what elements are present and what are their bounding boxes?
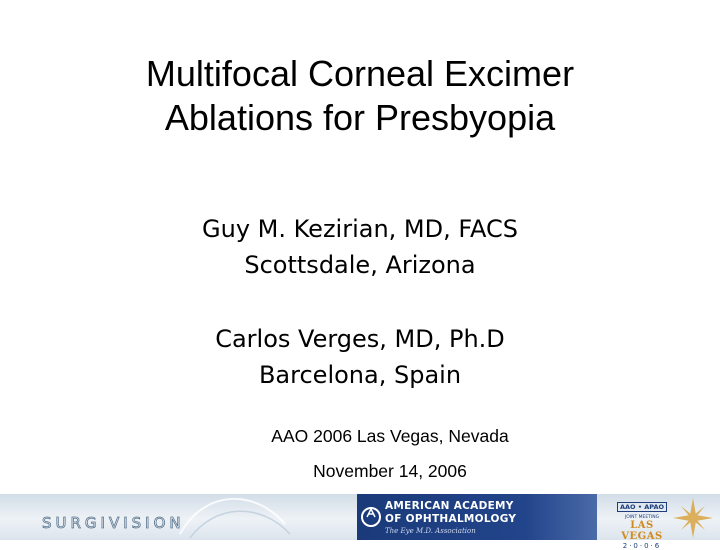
swirl-decoration-icon [175, 494, 295, 540]
las-vegas-meeting-logo [612, 496, 672, 550]
author-block-2 [60, 321, 660, 393]
meeting-badge: AAO • APAO [617, 502, 667, 512]
author-name: Carlos Verges, MD, Ph.D [215, 325, 505, 353]
author-name: Guy M. Kezirian, MD, FACS [202, 215, 518, 243]
footer-banner [0, 494, 720, 550]
eye-emblem-icon [361, 500, 381, 534]
title-line-1: Multifocal Corneal Excimer [145, 53, 575, 94]
conference-date: November 14, 2006 [313, 461, 467, 481]
author-location: Scottsdale, Arizona [244, 251, 476, 279]
author-block-1 [60, 211, 660, 283]
aao-name-line-1: AMERICAN ACADEMY [385, 500, 514, 512]
author-location: Barcelona, Spain [258, 361, 462, 389]
title-line-2: Ablations for Presbyopia [164, 97, 556, 138]
meeting-year: 2·0·0·6 [622, 542, 662, 550]
meeting-joint-label: JOINT MEETING [624, 515, 660, 520]
aao-name-line-2: OF OPHTHALMOLOGY [385, 513, 517, 525]
slide-title [40, 52, 680, 140]
starburst-icon [668, 494, 718, 540]
meeting-city: LAS VEGAS [621, 520, 663, 542]
surgivision-logo: SURGIVISION [42, 514, 185, 532]
aao-logo [357, 494, 597, 540]
aao-tagline: The Eye M.D. Association [385, 527, 476, 535]
conference-event: AAO 2006 Las Vegas, Nevada [271, 426, 509, 446]
